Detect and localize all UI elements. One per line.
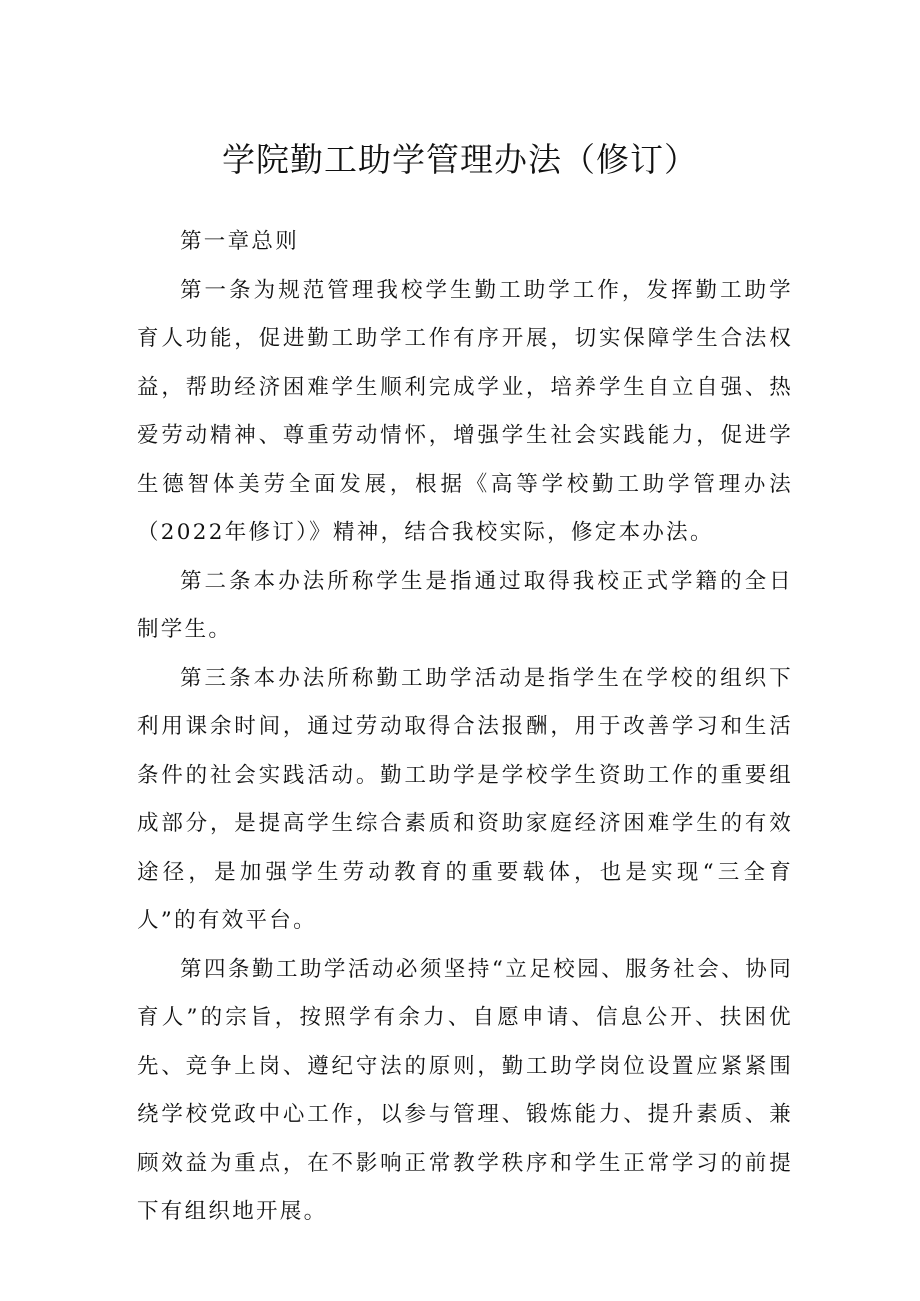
document-title: 学院勤工助学管理办法（修订） — [222, 140, 698, 179]
article-2-paragraph: 第二条本办法所称学生是指通过取得我校正式学籍的全日制学生。 — [137, 568, 793, 642]
article-4-paragraph: 第四条勤工助学活动必须坚持“立足校园、服务社会、协同育人”的宗旨，按照学有余力、自愿申请、信息公开、扶困优先、竞争上岗、遵纪守法的原则，勤工助学岗位设置应紧紧围绕学校党政中心工作，以参与管理、锻炼能力、提升素质、兼顾效益为重点，在不影响正常教学秩序和学生正常学习的前提下有组织地开展。 — [137, 956, 793, 1224]
chapter-heading: 第一章总则 — [180, 229, 300, 254]
article-1-paragraph: 第一条为规范管理我校学生勤工助学工作，发挥勤工助学育人功能，促进勤工助学工作有序开展，切实保障学生合法权益，帮助经济困难学生顺利完成学业，培养学生自立自强、热爱劳动精神、尊重劳动情怀，增强学生社会实践能力，促进学生德智体美劳全面发展，根据《高等学校勤工助学管理办法（2022年修订）》精神，结合我校实际，修定本办法。 — [137, 277, 793, 545]
document-body — [137, 218, 793, 1237]
article-3-paragraph: 第三条本办法所称勤工助学活动是指学生在学校的组织下利用课余时间，通过劳动取得合法报酬，用于改善学习和生活条件的社会实践活动。勤工助学是学校学生资助工作的重要组成部分，是提高学生综合素质和资助家庭经济困难学生的有效途径，是加强学生劳动教育的重要载体，也是实现“三全育人”的有效平台。 — [137, 665, 793, 933]
